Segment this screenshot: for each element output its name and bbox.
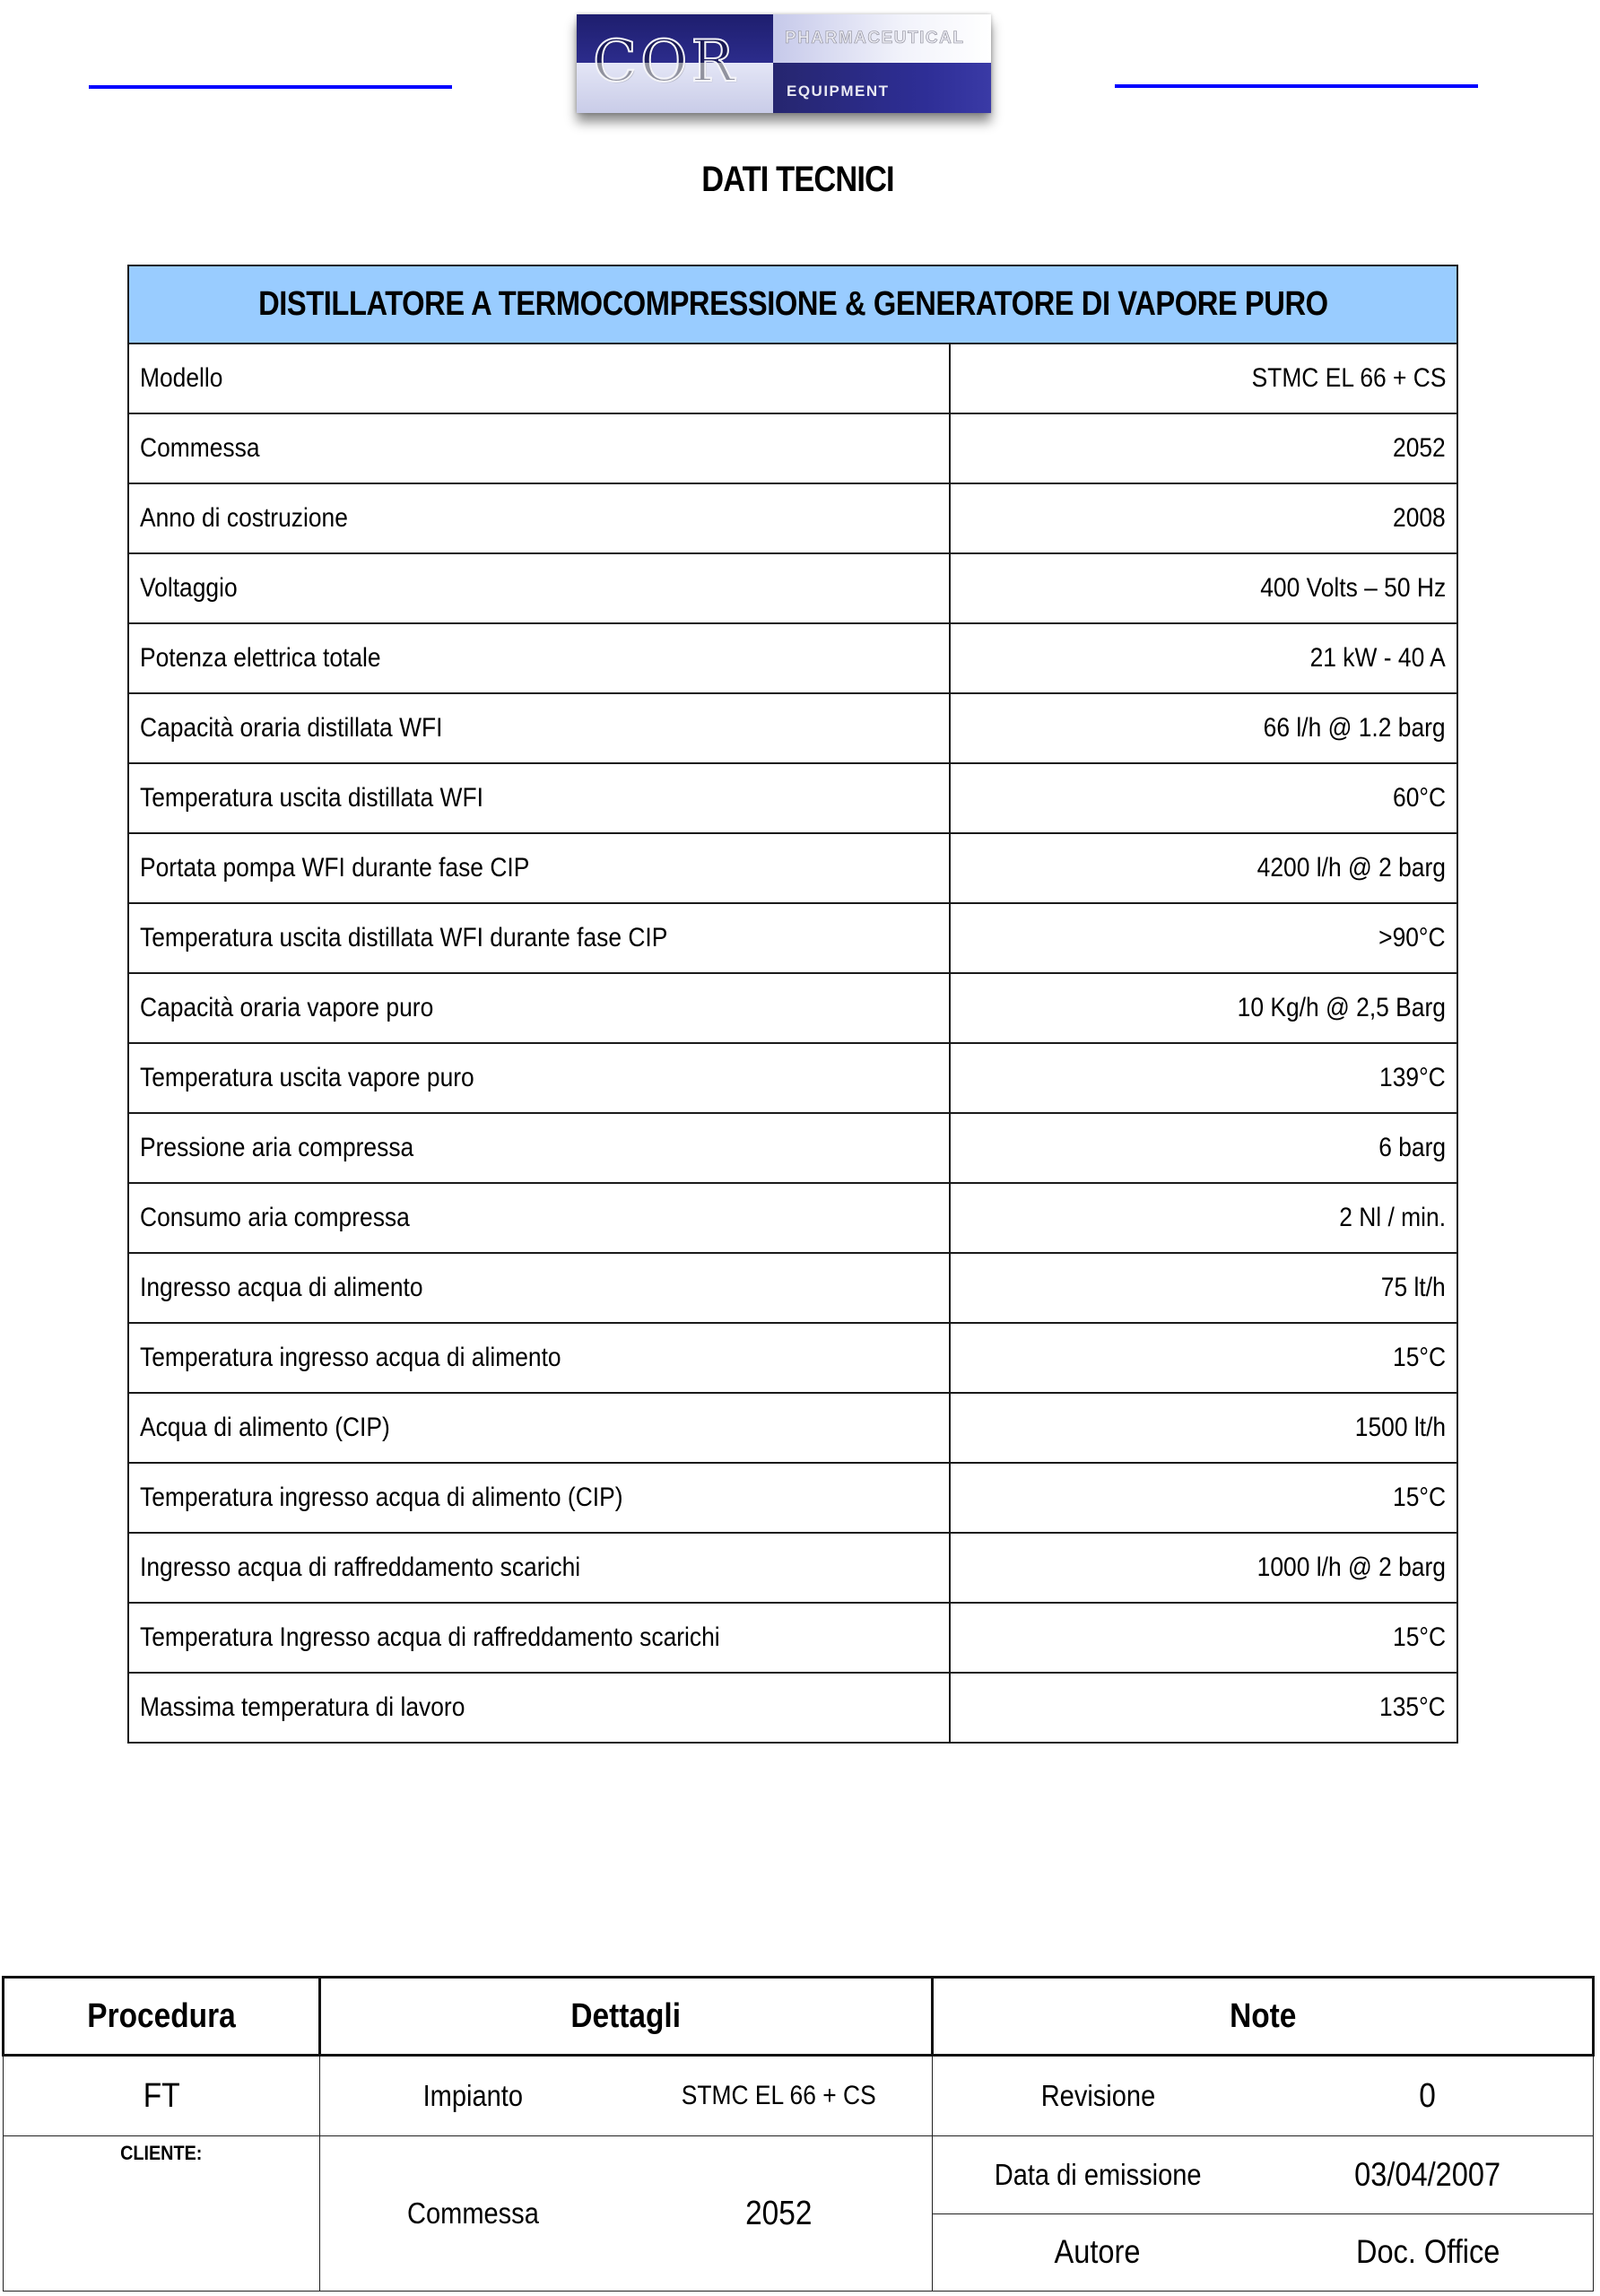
spec-label: Modello (140, 363, 223, 393)
impianto-value: STMC EL 66 + CS (682, 2081, 876, 2110)
company-logo (577, 14, 991, 113)
spec-value-cell (950, 1183, 1457, 1253)
footer-header-dettagli (320, 1978, 933, 2056)
spec-label-cell (128, 344, 950, 413)
footer-header-note (933, 1978, 1594, 2056)
spec-value-cell (950, 1253, 1457, 1323)
spec-row (128, 623, 1457, 693)
spec-row (128, 1533, 1457, 1603)
spec-label-cell (128, 1253, 950, 1323)
spec-label: Consumo aria compressa (140, 1203, 410, 1232)
logo-line-1: PHARMACEUTICAL (785, 29, 965, 48)
spec-label: Temperatura uscita vapore puro (140, 1063, 474, 1092)
note-details-cell (933, 2136, 1594, 2292)
spec-label: Ingresso acqua di alimento (140, 1273, 423, 1302)
spec-value-cell (950, 1463, 1457, 1533)
spec-row (128, 903, 1457, 973)
spec-label-cell (128, 623, 950, 693)
spec-label: Acqua di alimento (CIP) (140, 1413, 390, 1442)
spec-label-cell (128, 903, 950, 973)
spec-label: Temperatura Ingresso acqua di raffreddamento scarichi (140, 1622, 720, 1652)
spec-label-cell (128, 1393, 950, 1463)
spec-row (128, 344, 1457, 413)
spec-label-cell (128, 413, 950, 483)
spec-value: STMC EL 66 + CS (1251, 363, 1446, 393)
spec-value: 15°C (1393, 1483, 1446, 1512)
cliente-label: CLIENTE: (120, 2142, 203, 2164)
spec-row (128, 1253, 1457, 1323)
data-emissione-value: 03/04/2007 (1354, 2155, 1501, 2193)
spec-row (128, 1113, 1457, 1183)
impianto-cell (320, 2056, 933, 2136)
impianto-label: Impianto (422, 2079, 524, 2112)
spec-label: Anno di costruzione (140, 503, 348, 533)
spec-row (128, 413, 1457, 483)
spec-value: 1500 lt/h (1354, 1413, 1446, 1442)
data-emissione-row (933, 2136, 1593, 2213)
commessa-cell (320, 2136, 933, 2292)
logo-wordmark: COR (593, 29, 738, 95)
procedura-value: FT (143, 2076, 180, 2115)
spec-value-cell (950, 693, 1457, 763)
spec-table-title (128, 265, 1457, 344)
spec-row (128, 1043, 1457, 1113)
spec-value-cell (950, 903, 1457, 973)
footer-row (4, 2136, 1594, 2292)
spec-value: 135°C (1379, 1692, 1446, 1722)
spec-value-cell (950, 1673, 1457, 1743)
spec-label-cell (128, 553, 950, 623)
spec-label: Capacità oraria vapore puro (140, 993, 434, 1022)
spec-label-cell (128, 1043, 950, 1113)
spec-value: 2008 (1393, 503, 1446, 533)
spec-value: 60°C (1393, 783, 1446, 813)
spec-row (128, 693, 1457, 763)
spec-label: Commessa (140, 433, 260, 463)
autore-value: Doc. Office (1355, 2233, 1500, 2271)
spec-label: Massima temperatura di lavoro (140, 1692, 465, 1722)
spec-value: 66 l/h @ 1.2 barg (1264, 713, 1446, 743)
spec-label-cell (128, 1183, 950, 1253)
spec-value-cell (950, 413, 1457, 483)
spec-table-body (128, 344, 1457, 1743)
spec-table-header-row (128, 265, 1457, 344)
spec-value-cell (950, 1323, 1457, 1393)
cliente-cell (4, 2136, 320, 2292)
spec-row (128, 1183, 1457, 1253)
spec-label-cell (128, 483, 950, 553)
spec-value: >90°C (1378, 923, 1446, 952)
spec-label-cell (128, 763, 950, 833)
spec-label: Temperatura ingresso acqua di alimento (140, 1343, 561, 1372)
spec-label-cell (128, 1463, 950, 1533)
dettagli-header-label: Dettagli (570, 1996, 682, 2035)
spec-label: Pressione aria compressa (140, 1133, 414, 1162)
spec-label-cell (128, 1113, 950, 1183)
note-header-label: Note (1229, 1996, 1297, 2035)
spec-value-cell (950, 1393, 1457, 1463)
spec-row (128, 973, 1457, 1043)
spec-row (128, 553, 1457, 623)
spec-value: 1000 l/h @ 2 barg (1257, 1552, 1446, 1582)
data-emissione-label: Data di emissione (994, 2157, 1202, 2191)
spec-value: 400 Volts – 50 Hz (1260, 573, 1446, 603)
spec-value: 15°C (1393, 1343, 1446, 1372)
autore-label: Autore (1055, 2233, 1141, 2271)
spec-row (128, 1463, 1457, 1533)
spec-table-title-text: DISTILLATORE A TERMOCOMPRESSIONE & GENERATORE DI VAPORE PURO (257, 285, 1328, 323)
spec-row (128, 1673, 1457, 1743)
spec-value-cell (950, 483, 1457, 553)
spec-row (128, 483, 1457, 553)
spec-value-cell (950, 973, 1457, 1043)
spec-label: Ingresso acqua di raffreddamento scarichi (140, 1552, 581, 1582)
document-footer (2, 1976, 1595, 2292)
spec-label: Capacità oraria distillata WFI (140, 713, 443, 743)
revisione-label: Revisione (1040, 2079, 1155, 2112)
spec-row (128, 1603, 1457, 1673)
spec-label-cell (128, 1533, 950, 1603)
spec-label: Temperatura uscita distillata WFI (140, 783, 483, 813)
commessa-value: 2052 (745, 2194, 813, 2232)
spec-value: 4200 l/h @ 2 barg (1257, 853, 1446, 883)
spec-label-cell (128, 1673, 950, 1743)
spec-value-cell (950, 1043, 1457, 1113)
spec-row (128, 1393, 1457, 1463)
header-rule-right (1115, 84, 1478, 88)
spec-value: 2 Nl / min. (1339, 1203, 1446, 1232)
procedura-header-label: Procedura (87, 1996, 236, 2035)
spec-value: 139°C (1379, 1063, 1446, 1092)
footer-header-procedura (4, 1978, 320, 2056)
spec-value: 15°C (1393, 1622, 1446, 1652)
spec-value: 10 Kg/h @ 2,5 Barg (1237, 993, 1446, 1022)
spec-label-cell (128, 973, 950, 1043)
footer-header-row (4, 1978, 1594, 2056)
header-rule-left (89, 85, 452, 89)
spec-label-cell (128, 693, 950, 763)
spec-row (128, 833, 1457, 903)
spec-row (128, 763, 1457, 833)
revisione-value: 0 (1419, 2076, 1437, 2115)
spec-label: Temperatura ingresso acqua di alimento (CIP) (140, 1483, 623, 1512)
spec-label: Potenza elettrica totale (140, 643, 381, 673)
logo-line-2: EQUIPMENT (787, 83, 890, 100)
spec-value-cell (950, 623, 1457, 693)
spec-row (128, 1323, 1457, 1393)
spec-label-cell (128, 1323, 950, 1393)
spec-value: 21 kW - 40 A (1309, 643, 1446, 673)
spec-value-cell (950, 1603, 1457, 1673)
spec-value: 6 barg (1378, 1133, 1446, 1162)
spec-value-cell (950, 1113, 1457, 1183)
autore-row (933, 2213, 1593, 2292)
spec-value: 75 lt/h (1381, 1273, 1446, 1302)
footer-row (4, 2056, 1594, 2136)
spec-label: Voltaggio (140, 573, 238, 603)
revisione-cell (933, 2056, 1594, 2136)
spec-label: Portata pompa WFI durante fase CIP (140, 853, 530, 883)
spec-value: 2052 (1393, 433, 1446, 463)
spec-label: Temperatura uscita distillata WFI durante fase CIP (140, 923, 668, 952)
commessa-label: Commessa (407, 2196, 539, 2230)
spec-value-cell (950, 833, 1457, 903)
spec-value-cell (950, 1533, 1457, 1603)
page-title: DATI TECNICI (701, 160, 894, 199)
spec-label-cell (128, 1603, 950, 1673)
procedura-cell (4, 2056, 320, 2136)
spec-table (127, 265, 1458, 1744)
spec-value-cell (950, 553, 1457, 623)
spec-label-cell (128, 833, 950, 903)
spec-value-cell (950, 344, 1457, 413)
spec-value-cell (950, 763, 1457, 833)
